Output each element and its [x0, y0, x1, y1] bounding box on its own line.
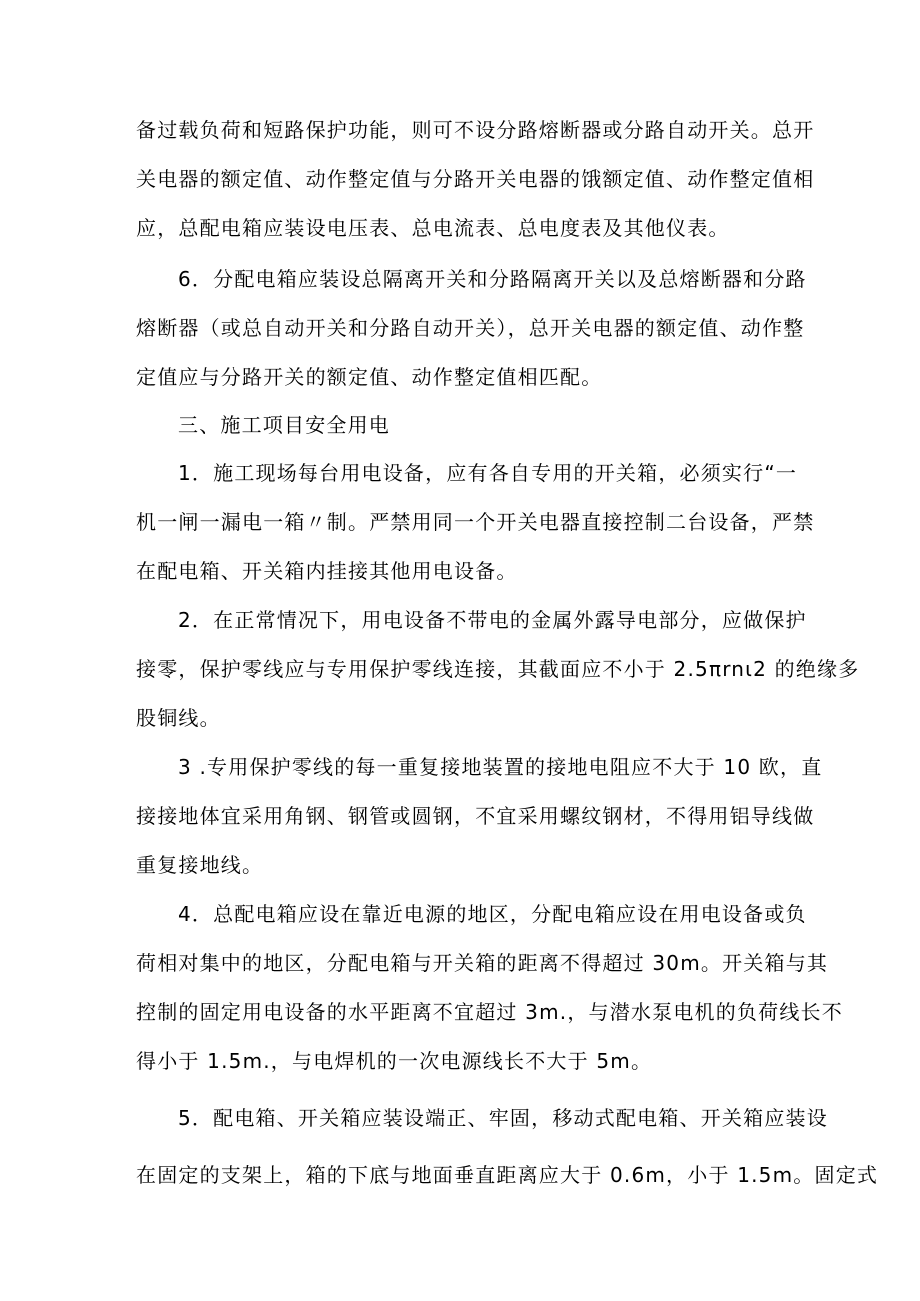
text-line: 定值应与分路开关的额定值、动作整定值相匹配。: [136, 365, 603, 389]
text-line: 重复接地线。: [136, 853, 264, 877]
text-line: 应，总配电箱应装设电压表、总电流表、总电度表及其他仪表。: [136, 216, 730, 240]
text-line: 荷相对集中的地区，分配电箱与开关箱的距离不得超过 30m。开关箱与其: [136, 951, 829, 975]
text-line: 股铜线。: [136, 706, 221, 730]
text-line: 5．配电箱、开关箱应装设端正、牢固，移动式配电箱、开关箱应装设: [178, 1106, 828, 1130]
text-line: 控制的固定用电设备的水平距离不宜超过 3m.，与潜水泵电机的负荷线长不: [136, 1000, 843, 1024]
text-line: 4．总配电箱应设在靠近电源的地区，分配电箱应设在用电设备或负: [178, 902, 807, 926]
text-line: 6．分配电箱应装设总隔离开关和分路隔离开关以及总熔断器和分路: [178, 267, 807, 291]
text-line: 接零，保护零线应与专用保护零线连接，其截面应不小于 2.5πrnι2 的绝缘多: [136, 657, 860, 681]
text-line: 3 .专用保护零线的每一重复接地装置的接地电阻应不大于 10 欧，直: [178, 755, 823, 779]
text-line: 备过载负荷和短路保护功能，则可不设分路熔断器或分路自动开关。总开: [136, 118, 815, 142]
text-line: 在固定的支架上，箱的下底与地面垂直距离应大于 0.6m，小于 1.5m。固定式: [136, 1163, 879, 1187]
text-line: 在配电箱、开关箱内挂接其他用电设备。: [136, 559, 518, 583]
section-heading: 三、施工项目安全用电: [178, 413, 390, 437]
text-line: 1．施工现场每台用电设备，应有各自专用的开关箱，必须实行“一: [178, 461, 798, 485]
text-line: 机一闸一漏电一箱〃制。严禁用同一个开关电器直接控制二台设备，严禁: [136, 510, 815, 534]
text-line: 熔断器（或总自动开关和分路自动开关），总开关电器的额定值、动作整: [136, 316, 805, 340]
text-line: 关电器的额定值、动作整定值与分路开关电器的饿额定值、动作整定值相: [136, 167, 815, 191]
text-line: 2．在正常情况下，用电设备不带电的金属外露导电部分，应做保护: [178, 608, 807, 632]
text-line: 接接地体宜采用角钢、钢管或圆钢，不宜采用螺纹钢材，不得用铝导线做: [136, 804, 815, 828]
text-line: 得小于 1.5m.，与电焊机的一次电源线长不大于 5m。: [136, 1049, 653, 1073]
